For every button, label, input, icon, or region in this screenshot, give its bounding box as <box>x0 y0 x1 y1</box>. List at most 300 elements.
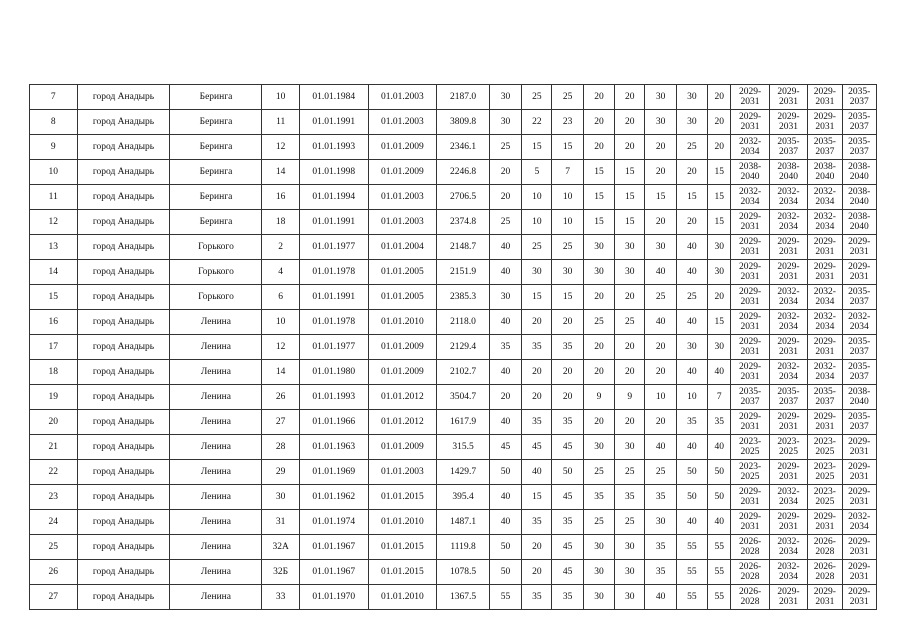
cell-repair-period-4: 2035- 2037 <box>842 135 877 160</box>
cell-house-number: 12 <box>262 135 299 160</box>
cell-date-registered: 01.01.2003 <box>368 460 437 485</box>
table-row <box>30 260 877 285</box>
cell-repair-period-4: 2038- 2040 <box>842 160 877 185</box>
cell-wear-foundation: 20 <box>489 385 521 410</box>
cell-city: город Анадырь <box>77 185 170 210</box>
cell-repair-period-1: 2029- 2031 <box>731 310 769 335</box>
cell-wear-floors: 35 <box>583 485 614 510</box>
cell-wear-roof: 20 <box>552 310 583 335</box>
cell-repair-period-1: 2029- 2031 <box>731 210 769 235</box>
cell-row-number: 27 <box>30 585 78 610</box>
cell-wear-foundation: 40 <box>489 510 521 535</box>
cell-repair-period-1: 2032- 2034 <box>731 135 769 160</box>
cell-wear-other: 40 <box>708 360 731 385</box>
cell-date-built: 01.01.1993 <box>299 385 368 410</box>
cell-wear-other: 40 <box>708 435 731 460</box>
table-row <box>30 135 877 160</box>
cell-repair-period-1: 2029- 2031 <box>731 260 769 285</box>
cell-wear-other: 55 <box>708 585 731 610</box>
cell-row-number: 26 <box>30 560 78 585</box>
cell-wear-roof: 45 <box>552 485 583 510</box>
cell-area: 2118.0 <box>437 310 490 335</box>
cell-repair-period-1: 2032- 2034 <box>731 185 769 210</box>
cell-street: Ленина <box>170 310 262 335</box>
cell-repair-period-4: 2029- 2031 <box>842 235 877 260</box>
cell-row-number: 25 <box>30 535 78 560</box>
cell-row-number: 12 <box>30 210 78 235</box>
cell-street: Ленина <box>170 585 262 610</box>
cell-wear-roof: 10 <box>552 185 583 210</box>
cell-street: Горького <box>170 285 262 310</box>
cell-repair-period-1: 2026- 2028 <box>731 585 769 610</box>
cell-wear-walls: 35 <box>522 410 552 435</box>
cell-wear-engineering: 30 <box>645 110 676 135</box>
cell-wear-foundation: 50 <box>489 460 521 485</box>
cell-repair-period-4: 2032- 2034 <box>842 510 877 535</box>
cell-wear-roof: 45 <box>552 435 583 460</box>
cell-repair-period-3: 2029- 2031 <box>808 260 842 285</box>
cell-wear-other: 15 <box>708 160 731 185</box>
cell-area: 2346.1 <box>437 135 490 160</box>
cell-wear-roof: 20 <box>552 385 583 410</box>
cell-wear-windows: 30 <box>615 585 645 610</box>
cell-wear-roof: 25 <box>552 235 583 260</box>
cell-house-number: 2 <box>262 235 299 260</box>
cell-wear-floors: 20 <box>583 410 614 435</box>
cell-repair-period-2: 2029- 2031 <box>769 110 807 135</box>
cell-street: Беринга <box>170 110 262 135</box>
cell-wear-floors: 30 <box>583 235 614 260</box>
cell-date-registered: 01.01.2004 <box>368 235 437 260</box>
cell-wear-engineering: 20 <box>645 335 676 360</box>
cell-wear-floors: 20 <box>583 360 614 385</box>
cell-date-registered: 01.01.2015 <box>368 535 437 560</box>
cell-area: 1119.8 <box>437 535 490 560</box>
cell-city: город Анадырь <box>77 210 170 235</box>
cell-repair-period-4: 2029- 2031 <box>842 560 877 585</box>
cell-city: город Анадырь <box>77 85 170 110</box>
cell-wear-finish: 30 <box>676 110 707 135</box>
cell-wear-foundation: 20 <box>489 160 521 185</box>
cell-date-built: 01.01.1966 <box>299 410 368 435</box>
cell-area: 3504.7 <box>437 385 490 410</box>
cell-row-number: 18 <box>30 360 78 385</box>
cell-wear-walls: 30 <box>522 260 552 285</box>
cell-wear-floors: 30 <box>583 560 614 585</box>
cell-repair-period-3: 2026- 2028 <box>808 535 842 560</box>
cell-repair-period-3: 2029- 2031 <box>808 110 842 135</box>
cell-house-number: 28 <box>262 435 299 460</box>
cell-wear-windows: 15 <box>615 185 645 210</box>
cell-repair-period-3: 2032- 2034 <box>808 185 842 210</box>
cell-repair-period-2: 2032- 2034 <box>769 485 807 510</box>
cell-wear-walls: 40 <box>522 460 552 485</box>
cell-wear-engineering: 35 <box>645 560 676 585</box>
cell-wear-roof: 15 <box>552 285 583 310</box>
cell-city: город Анадырь <box>77 235 170 260</box>
table-row <box>30 435 877 460</box>
cell-date-built: 01.01.1970 <box>299 585 368 610</box>
cell-repair-period-2: 2023- 2025 <box>769 435 807 460</box>
cell-house-number: 4 <box>262 260 299 285</box>
cell-repair-period-3: 2029- 2031 <box>808 410 842 435</box>
cell-repair-period-1: 2029- 2031 <box>731 360 769 385</box>
cell-wear-engineering: 10 <box>645 385 676 410</box>
cell-wear-foundation: 40 <box>489 235 521 260</box>
cell-repair-period-4: 2038- 2040 <box>842 185 877 210</box>
cell-wear-walls: 45 <box>522 435 552 460</box>
cell-wear-roof: 10 <box>552 210 583 235</box>
cell-wear-floors: 25 <box>583 310 614 335</box>
cell-wear-walls: 5 <box>522 160 552 185</box>
cell-wear-other: 30 <box>708 260 731 285</box>
cell-repair-period-2: 2032- 2034 <box>769 185 807 210</box>
cell-date-registered: 01.01.2009 <box>368 135 437 160</box>
cell-area: 2374.8 <box>437 210 490 235</box>
cell-date-registered: 01.01.2015 <box>368 485 437 510</box>
table-row <box>30 335 877 360</box>
cell-street: Горького <box>170 235 262 260</box>
cell-repair-period-2: 2029- 2031 <box>769 585 807 610</box>
cell-wear-walls: 15 <box>522 285 552 310</box>
cell-wear-roof: 35 <box>552 510 583 535</box>
cell-repair-period-1: 2026- 2028 <box>731 535 769 560</box>
cell-repair-period-3: 2023- 2025 <box>808 460 842 485</box>
cell-wear-floors: 20 <box>583 85 614 110</box>
cell-wear-foundation: 40 <box>489 360 521 385</box>
cell-row-number: 24 <box>30 510 78 535</box>
cell-wear-roof: 25 <box>552 85 583 110</box>
cell-date-registered: 01.01.2009 <box>368 360 437 385</box>
cell-area: 2385.3 <box>437 285 490 310</box>
cell-house-number: 6 <box>262 285 299 310</box>
cell-house-number: 26 <box>262 385 299 410</box>
cell-date-registered: 01.01.2010 <box>368 585 437 610</box>
cell-repair-period-3: 2032- 2034 <box>808 360 842 385</box>
cell-date-built: 01.01.1980 <box>299 360 368 385</box>
cell-area: 2151.9 <box>437 260 490 285</box>
cell-wear-windows: 20 <box>615 110 645 135</box>
cell-row-number: 15 <box>30 285 78 310</box>
cell-house-number: 33 <box>262 585 299 610</box>
cell-wear-other: 35 <box>708 410 731 435</box>
cell-street: Беринга <box>170 85 262 110</box>
cell-city: город Анадырь <box>77 510 170 535</box>
cell-date-built: 01.01.1969 <box>299 460 368 485</box>
cell-repair-period-4: 2032- 2034 <box>842 310 877 335</box>
cell-wear-engineering: 40 <box>645 310 676 335</box>
cell-repair-period-4: 2029- 2031 <box>842 260 877 285</box>
cell-wear-floors: 15 <box>583 210 614 235</box>
cell-repair-period-3: 2029- 2031 <box>808 585 842 610</box>
cell-wear-walls: 20 <box>522 560 552 585</box>
cell-wear-floors: 25 <box>583 510 614 535</box>
cell-area: 395.4 <box>437 485 490 510</box>
cell-date-registered: 01.01.2012 <box>368 410 437 435</box>
cell-wear-foundation: 55 <box>489 585 521 610</box>
cell-wear-roof: 30 <box>552 260 583 285</box>
cell-wear-roof: 7 <box>552 160 583 185</box>
housing-table <box>29 84 877 610</box>
cell-date-built: 01.01.1984 <box>299 85 368 110</box>
cell-city: город Анадырь <box>77 385 170 410</box>
cell-repair-period-3: 2026- 2028 <box>808 560 842 585</box>
cell-wear-other: 15 <box>708 310 731 335</box>
cell-street: Ленина <box>170 560 262 585</box>
cell-wear-walls: 25 <box>522 235 552 260</box>
cell-wear-floors: 20 <box>583 110 614 135</box>
cell-wear-engineering: 30 <box>645 235 676 260</box>
cell-date-registered: 01.01.2010 <box>368 310 437 335</box>
table-row <box>30 185 877 210</box>
cell-city: город Анадырь <box>77 485 170 510</box>
cell-repair-period-1: 2029- 2031 <box>731 285 769 310</box>
cell-wear-foundation: 40 <box>489 310 521 335</box>
cell-wear-windows: 30 <box>615 535 645 560</box>
cell-repair-period-3: 2035- 2037 <box>808 135 842 160</box>
cell-wear-engineering: 20 <box>645 410 676 435</box>
cell-city: город Анадырь <box>77 435 170 460</box>
cell-date-built: 01.01.1974 <box>299 510 368 535</box>
cell-date-registered: 01.01.2009 <box>368 335 437 360</box>
cell-date-registered: 01.01.2010 <box>368 510 437 535</box>
cell-wear-other: 15 <box>708 210 731 235</box>
cell-wear-engineering: 35 <box>645 535 676 560</box>
cell-wear-engineering: 30 <box>645 510 676 535</box>
cell-city: город Анадырь <box>77 585 170 610</box>
cell-repair-period-4: 2035- 2037 <box>842 360 877 385</box>
cell-date-built: 01.01.1967 <box>299 560 368 585</box>
cell-repair-period-4: 2038- 2040 <box>842 210 877 235</box>
cell-row-number: 20 <box>30 410 78 435</box>
cell-wear-walls: 10 <box>522 185 552 210</box>
cell-row-number: 21 <box>30 435 78 460</box>
cell-wear-floors: 9 <box>583 385 614 410</box>
cell-repair-period-2: 2029- 2031 <box>769 235 807 260</box>
cell-wear-windows: 20 <box>615 360 645 385</box>
cell-row-number: 9 <box>30 135 78 160</box>
cell-wear-finish: 40 <box>676 435 707 460</box>
cell-wear-windows: 25 <box>615 310 645 335</box>
cell-house-number: 10 <box>262 310 299 335</box>
cell-wear-finish: 40 <box>676 510 707 535</box>
table-row <box>30 110 877 135</box>
cell-street: Беринга <box>170 185 262 210</box>
cell-wear-foundation: 40 <box>489 485 521 510</box>
cell-date-registered: 01.01.2003 <box>368 85 437 110</box>
cell-wear-engineering: 25 <box>645 285 676 310</box>
cell-wear-finish: 40 <box>676 360 707 385</box>
cell-wear-foundation: 25 <box>489 210 521 235</box>
cell-street: Ленина <box>170 485 262 510</box>
cell-area: 315.5 <box>437 435 490 460</box>
cell-street: Ленина <box>170 510 262 535</box>
table-row <box>30 485 877 510</box>
cell-wear-engineering: 35 <box>645 485 676 510</box>
cell-wear-foundation: 40 <box>489 410 521 435</box>
cell-wear-walls: 25 <box>522 85 552 110</box>
cell-row-number: 10 <box>30 160 78 185</box>
cell-repair-period-4: 2035- 2037 <box>842 285 877 310</box>
cell-repair-period-3: 2029- 2031 <box>808 85 842 110</box>
cell-repair-period-2: 2035- 2037 <box>769 135 807 160</box>
cell-repair-period-1: 2029- 2031 <box>731 235 769 260</box>
table-row <box>30 160 877 185</box>
cell-street: Беринга <box>170 135 262 160</box>
cell-street: Беринга <box>170 160 262 185</box>
cell-repair-period-3: 2029- 2031 <box>808 235 842 260</box>
cell-date-registered: 01.01.2003 <box>368 185 437 210</box>
cell-repair-period-2: 2029- 2031 <box>769 335 807 360</box>
cell-repair-period-2: 2038- 2040 <box>769 160 807 185</box>
cell-wear-walls: 35 <box>522 510 552 535</box>
cell-city: город Анадырь <box>77 535 170 560</box>
cell-date-built: 01.01.1994 <box>299 185 368 210</box>
cell-wear-roof: 45 <box>552 535 583 560</box>
cell-date-built: 01.01.1978 <box>299 310 368 335</box>
cell-street: Ленина <box>170 535 262 560</box>
cell-repair-period-1: 2029- 2031 <box>731 485 769 510</box>
cell-row-number: 11 <box>30 185 78 210</box>
cell-wear-roof: 15 <box>552 135 583 160</box>
cell-repair-period-1: 2038- 2040 <box>731 160 769 185</box>
cell-repair-period-1: 2029- 2031 <box>731 510 769 535</box>
cell-wear-floors: 30 <box>583 535 614 560</box>
cell-wear-finish: 30 <box>676 85 707 110</box>
cell-wear-other: 20 <box>708 110 731 135</box>
cell-wear-finish: 40 <box>676 235 707 260</box>
cell-wear-floors: 30 <box>583 260 614 285</box>
cell-area: 2102.7 <box>437 360 490 385</box>
cell-wear-windows: 25 <box>615 510 645 535</box>
cell-wear-engineering: 30 <box>645 85 676 110</box>
cell-repair-period-4: 2035- 2037 <box>842 85 877 110</box>
cell-wear-other: 50 <box>708 460 731 485</box>
cell-wear-engineering: 25 <box>645 460 676 485</box>
cell-repair-period-4: 2035- 2037 <box>842 335 877 360</box>
cell-house-number: 31 <box>262 510 299 535</box>
cell-repair-period-2: 2029- 2031 <box>769 410 807 435</box>
cell-wear-engineering: 40 <box>645 585 676 610</box>
cell-area: 2246.8 <box>437 160 490 185</box>
cell-wear-engineering: 20 <box>645 210 676 235</box>
cell-row-number: 13 <box>30 235 78 260</box>
cell-wear-finish: 20 <box>676 210 707 235</box>
cell-date-built: 01.01.1991 <box>299 285 368 310</box>
cell-wear-engineering: 20 <box>645 360 676 385</box>
cell-wear-windows: 30 <box>615 560 645 585</box>
cell-wear-other: 15 <box>708 185 731 210</box>
cell-repair-period-1: 2035- 2037 <box>731 385 769 410</box>
cell-wear-other: 20 <box>708 135 731 160</box>
cell-wear-other: 55 <box>708 560 731 585</box>
cell-repair-period-3: 2023- 2025 <box>808 485 842 510</box>
cell-date-built: 01.01.1967 <box>299 535 368 560</box>
cell-area: 2148.7 <box>437 235 490 260</box>
cell-repair-period-1: 2029- 2031 <box>731 110 769 135</box>
cell-repair-period-2: 2032- 2034 <box>769 210 807 235</box>
cell-city: город Анадырь <box>77 360 170 385</box>
cell-repair-period-2: 2029- 2031 <box>769 510 807 535</box>
cell-repair-period-2: 2035- 2037 <box>769 385 807 410</box>
cell-row-number: 8 <box>30 110 78 135</box>
cell-repair-period-4: 2029- 2031 <box>842 460 877 485</box>
cell-area: 1617.9 <box>437 410 490 435</box>
cell-date-registered: 01.01.2015 <box>368 560 437 585</box>
cell-house-number: 10 <box>262 85 299 110</box>
cell-street: Ленина <box>170 435 262 460</box>
cell-repair-period-3: 2038- 2040 <box>808 160 842 185</box>
table-row <box>30 560 877 585</box>
cell-row-number: 23 <box>30 485 78 510</box>
cell-area: 1429.7 <box>437 460 490 485</box>
cell-repair-period-3: 2032- 2034 <box>808 210 842 235</box>
table-row <box>30 310 877 335</box>
table-row <box>30 510 877 535</box>
cell-street: Ленина <box>170 460 262 485</box>
cell-wear-walls: 20 <box>522 385 552 410</box>
cell-repair-period-3: 2029- 2031 <box>808 335 842 360</box>
cell-wear-other: 40 <box>708 510 731 535</box>
cell-wear-other: 20 <box>708 85 731 110</box>
cell-street: Беринга <box>170 210 262 235</box>
cell-date-registered: 01.01.2003 <box>368 210 437 235</box>
cell-row-number: 7 <box>30 85 78 110</box>
cell-date-built: 01.01.1993 <box>299 135 368 160</box>
cell-area: 2129.4 <box>437 335 490 360</box>
cell-repair-period-4: 2029- 2031 <box>842 485 877 510</box>
cell-wear-foundation: 45 <box>489 435 521 460</box>
cell-wear-floors: 20 <box>583 135 614 160</box>
table-row <box>30 360 877 385</box>
cell-house-number: 11 <box>262 110 299 135</box>
cell-wear-windows: 15 <box>615 210 645 235</box>
cell-wear-windows: 30 <box>615 260 645 285</box>
cell-date-registered: 01.01.2003 <box>368 110 437 135</box>
table-row <box>30 285 877 310</box>
cell-street: Ленина <box>170 410 262 435</box>
cell-row-number: 17 <box>30 335 78 360</box>
cell-row-number: 22 <box>30 460 78 485</box>
cell-date-built: 01.01.1991 <box>299 110 368 135</box>
cell-wear-foundation: 25 <box>489 135 521 160</box>
cell-repair-period-2: 2032- 2034 <box>769 560 807 585</box>
cell-date-built: 01.01.1991 <box>299 210 368 235</box>
cell-house-number: 14 <box>262 360 299 385</box>
cell-wear-finish: 40 <box>676 310 707 335</box>
cell-wear-finish: 10 <box>676 385 707 410</box>
cell-wear-roof: 35 <box>552 410 583 435</box>
cell-date-registered: 01.01.2009 <box>368 435 437 460</box>
cell-area: 1487.1 <box>437 510 490 535</box>
cell-wear-walls: 15 <box>522 135 552 160</box>
cell-repair-period-2: 2029- 2031 <box>769 460 807 485</box>
cell-wear-finish: 40 <box>676 260 707 285</box>
cell-house-number: 27 <box>262 410 299 435</box>
cell-house-number: 12 <box>262 335 299 360</box>
table-row <box>30 210 877 235</box>
cell-row-number: 19 <box>30 385 78 410</box>
cell-city: город Анадырь <box>77 410 170 435</box>
cell-wear-other: 55 <box>708 535 731 560</box>
cell-wear-finish: 15 <box>676 185 707 210</box>
cell-house-number: 14 <box>262 160 299 185</box>
cell-wear-finish: 25 <box>676 135 707 160</box>
cell-wear-engineering: 20 <box>645 135 676 160</box>
cell-wear-walls: 10 <box>522 210 552 235</box>
cell-wear-walls: 35 <box>522 335 552 360</box>
cell-area: 3809.8 <box>437 110 490 135</box>
